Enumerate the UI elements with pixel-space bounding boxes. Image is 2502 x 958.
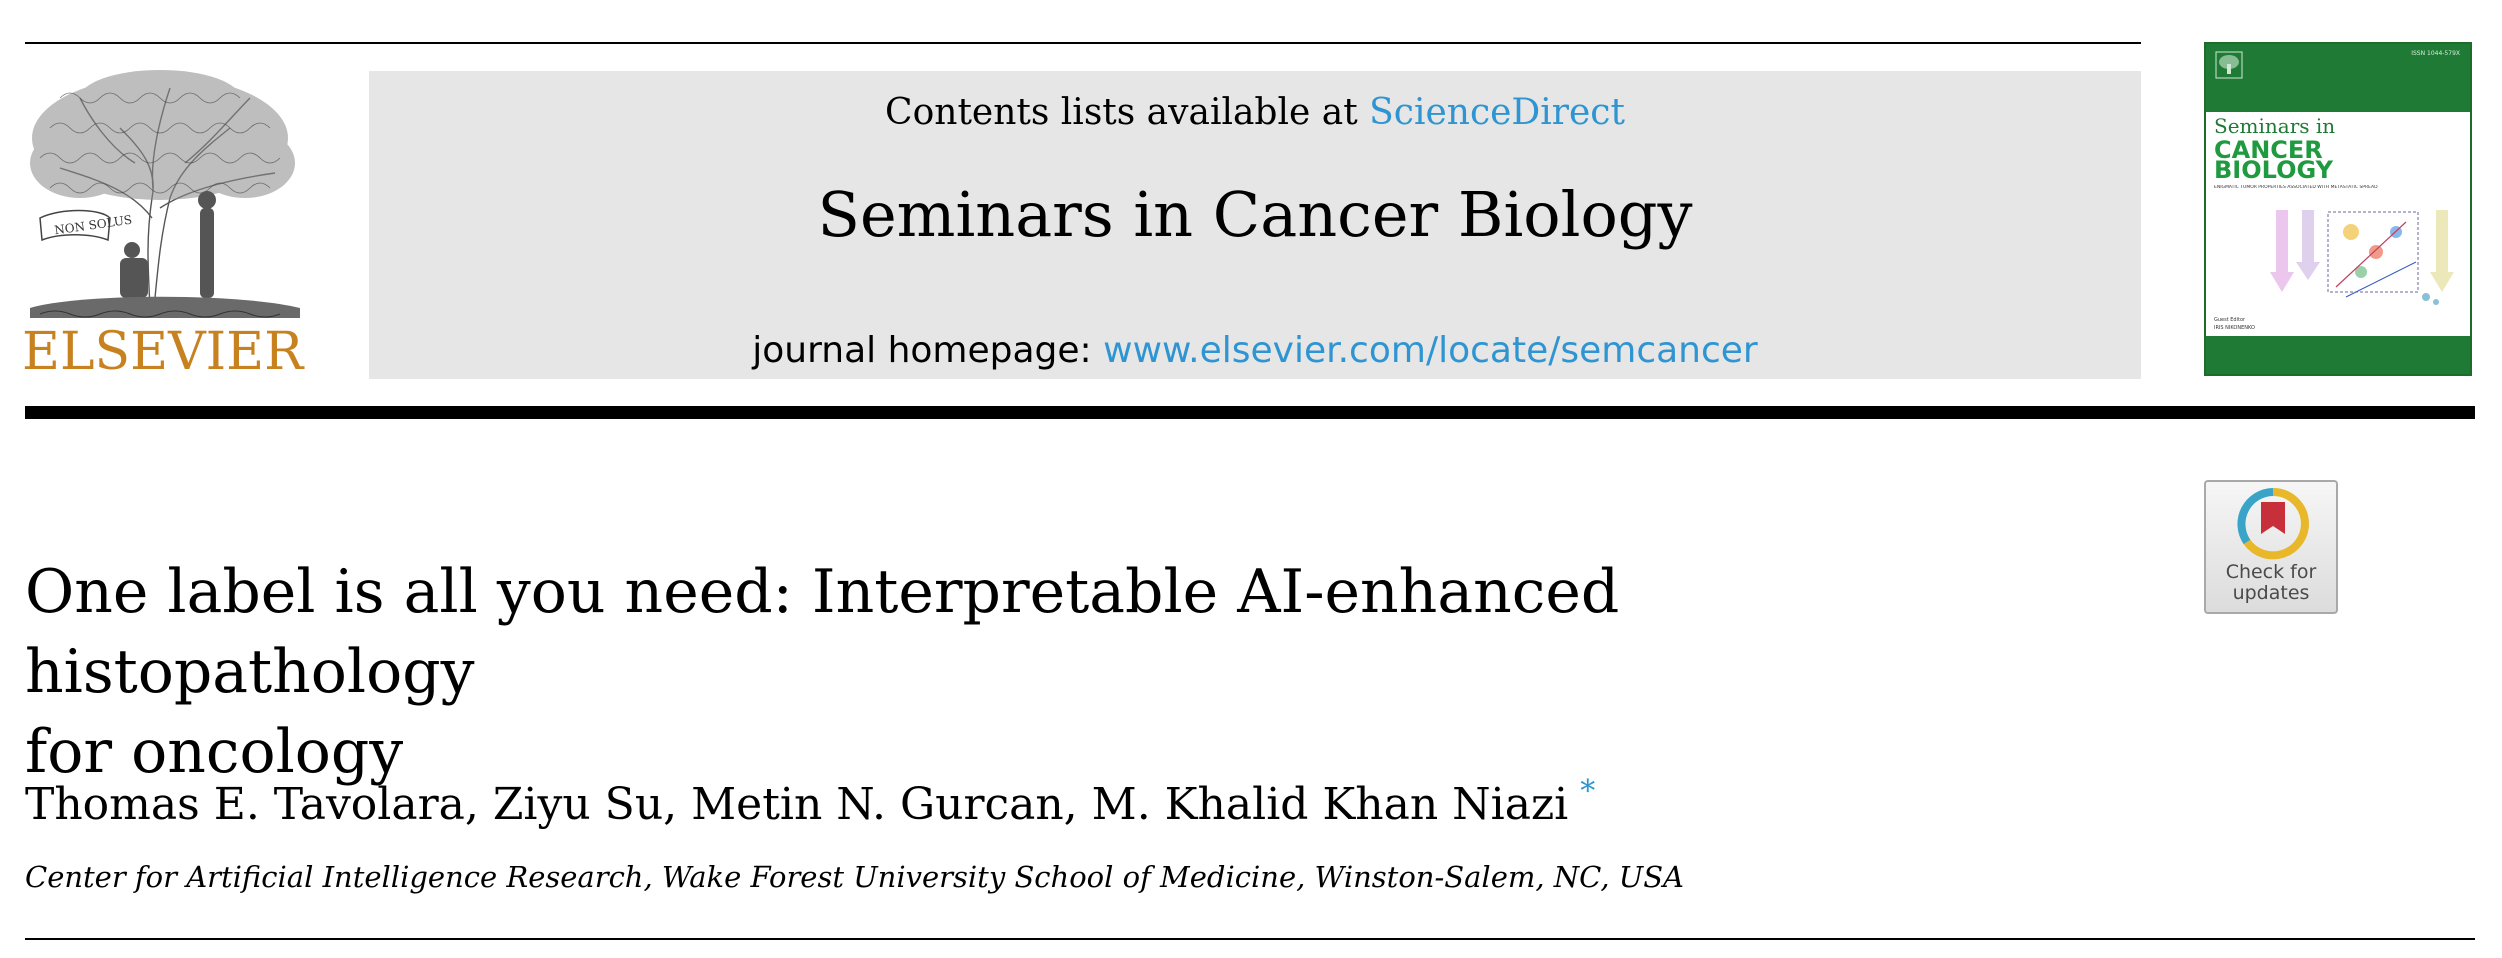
homepage-prefix: journal homepage: [752, 330, 1104, 371]
journal-name: Seminars in Cancer Biology [817, 178, 1693, 251]
check-for-updates-button[interactable] [2204, 480, 2338, 614]
header-thick-rule [25, 406, 2475, 419]
tree-motto: NON SOLUS [53, 212, 133, 238]
crossmark-icon [2237, 488, 2309, 560]
author-list [25, 762, 1595, 835]
cover-elsevier-icon [2214, 50, 2244, 80]
article-title [25, 552, 2025, 792]
sciencedirect-link[interactable]: ScienceDirect [1369, 92, 1625, 133]
cover-illustration [2266, 202, 2466, 312]
cover-seminars: Seminars in [2214, 114, 2336, 138]
corresponding-author-link[interactable]: * [1580, 774, 1596, 809]
cover-issn: ISSN 1044-579X [2411, 50, 2460, 57]
article-title-line2: for oncology [25, 717, 404, 787]
author-names: Thomas E. Tavolara, Ziyu Su, Metin N. Gurcan, M. Khalid Khan Niazi [25, 779, 1569, 830]
contents-prefix: Contents lists available at [885, 92, 1370, 133]
header-top-rule [25, 42, 2141, 44]
author-affiliation: Center for Artificial Intelligence Research, Wake Forest University School of Medicine, Winston-Salem, NC, USA [25, 860, 1685, 894]
cover-bottom-band [2206, 336, 2470, 374]
journal-homepage-line [369, 329, 2141, 373]
cover-cancer: CANCER [2214, 136, 2323, 164]
article-title-line1: One label is all you need: Interpretable AI-enhanced histopathology [25, 557, 1620, 707]
cover-subtitle: ENIGMATIC TUMOR PROPERTIES ASSOCIATED WITH METASTATIC SPREAD [2214, 185, 2378, 190]
contents-availability-line [369, 91, 2141, 135]
cover-biology: BIOLOGY [2214, 156, 2334, 184]
badge-line1: Check for [2225, 561, 2317, 583]
cover-editor-name: IRIS NIKONENKO [2214, 325, 2255, 331]
journal-banner [369, 71, 2141, 379]
badge-line2: updates [2232, 582, 2310, 604]
cover-editor-label: Guest Editor [2214, 317, 2246, 323]
elsevier-wordmark: ELSEVIER [22, 322, 304, 382]
journal-homepage-link[interactable]: www.elsevier.com/locate/semcancer [1103, 330, 1758, 371]
journal-cover-thumbnail[interactable] [2204, 42, 2472, 376]
check-for-updates-label [2206, 562, 2336, 604]
header-bottom-rule [25, 938, 2475, 940]
cover-editor [2214, 316, 2255, 332]
